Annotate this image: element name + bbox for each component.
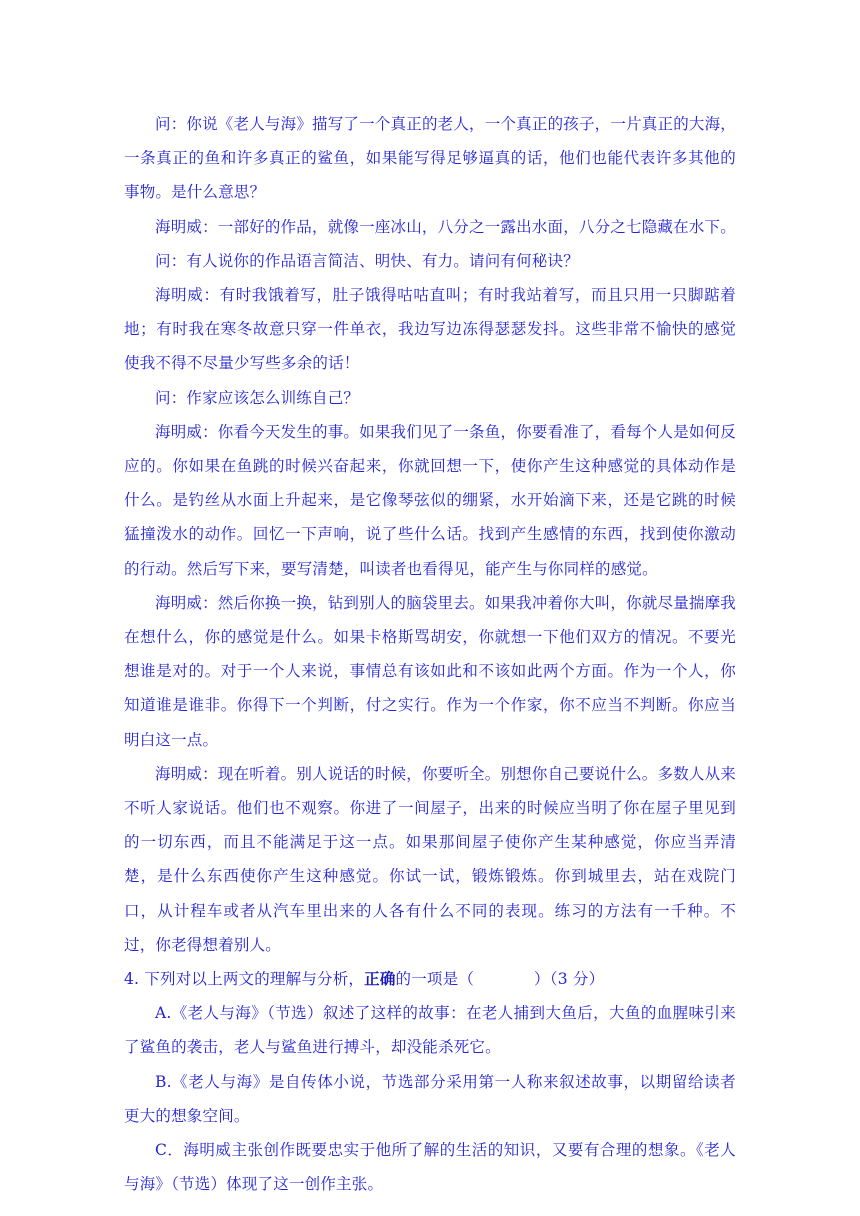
question-stem — [124, 962, 736, 996]
paragraph-interview-q1: 问：你说《老人与海》描写了一个真正的老人，一个真正的孩子，一片真正的大海，一条真正的鱼和许多真正的鲨鱼，如果能写得足够逼真的话，他们也能代表许多其他的事物。是什么意思？ — [124, 115, 736, 202]
paragraph-interview-q2: 问：有人说你的作品语言简洁、明快、有力。请问有何秘诀？ — [155, 251, 579, 270]
question-prefix: 4. 下列对以上两文的理解与分析， — [124, 970, 365, 989]
paragraph-interview-a4: 海明威：然后你换一换，钻到别人的脑袋里去。如果我冲着你大叫，你就尽量揣摩我在想什么，你的感觉是什么。如果卡格斯骂胡安，你就想一下他们双方的情况。不要光想谁是对的。对于一个人来说，事情总有该如此和不该如此两个方面。作为一个人，你知道谁是谁非。你得下一个判断，付之实行。作为一个作家，你不应当不判断。你应当明白这一点。 — [124, 593, 736, 749]
option-b: B.《老人与海》是自传体小说，节选部分采用第一人称来叙述故事，以期留给读者更大的想象空间。 — [124, 1072, 736, 1125]
option-c: C．海明威主张创作既要忠实于他所了解的生活的知识，又要有合理的想象。《老人与海》（节选）体现了这一创作主张。 — [124, 1141, 736, 1194]
question-keyword: 正确 — [364, 969, 396, 989]
paragraph-interview-a2: 海明威：有时我饿着写，肚子饿得咕咕直叫；有时我站着写，而且只用一只脚踮着地；有时我在寒冬故意只穿一件单衣，我边写边冻得瑟瑟发抖。这些非常不愉快的感觉使我不得不尽量少写些多余的话！ — [124, 286, 736, 373]
document-body — [124, 107, 736, 1202]
paragraph-interview-a3: 海明威：你看今天发生的事。如果我们见了一条鱼，你要看准了，看每个人是如何反应的。你如果在鱼跳的时候兴奋起来，你就回想一下，使你产生这种感觉的具体动作是什么。是钓丝从水面上升起来，是它像琴弦似的绷紧，水开始滴下来，还是它跳的时候猛撞泼水的动作。回忆一下声响，说了些什么话。找到产生感情的东西，找到使你激动的行动。然后写下来，要写清楚，叫读者也看得见，能产生与你同样的感觉。 — [124, 422, 736, 578]
paragraph-interview-a5: 海明威：现在听着。别人说话的时候，你要听全。别想你自己要说什么。多数人从来不听人家说话。他们也不观察。你进了一间屋子，出来的时候应当明了你在屋子里见到的一切东西，而且不能满足于这一点。如果那间屋子使你产生某种感觉，你应当弄清楚，是什么东西使你产生这种感觉。你试一试，锻炼锻炼。你到城里去，站在戏院门口，从计程车或者从汽车里出来的人各有什么不同的表现。练习的方法有一千种。不过，你老得想着别人。 — [124, 764, 736, 954]
question-middle: 的一项是（ — [395, 970, 475, 989]
paragraph-interview-q3: 问：作家应该怎么训练自己？ — [155, 388, 360, 407]
paragraph-interview-a1: 海明威：一部好的作品，就像一座冰山，八分之一露出水面，八分之七隐藏在水下。 — [155, 217, 736, 236]
question-suffix: ）（3 分） — [534, 970, 605, 989]
option-a: A.《老人与海》（节选）叙述了这样的故事：在老人捕到大鱼后，大鱼的血腥味引来了鲨鱼的袭击，老人与鲨鱼进行搏斗，却没能杀死它。 — [124, 1004, 736, 1057]
